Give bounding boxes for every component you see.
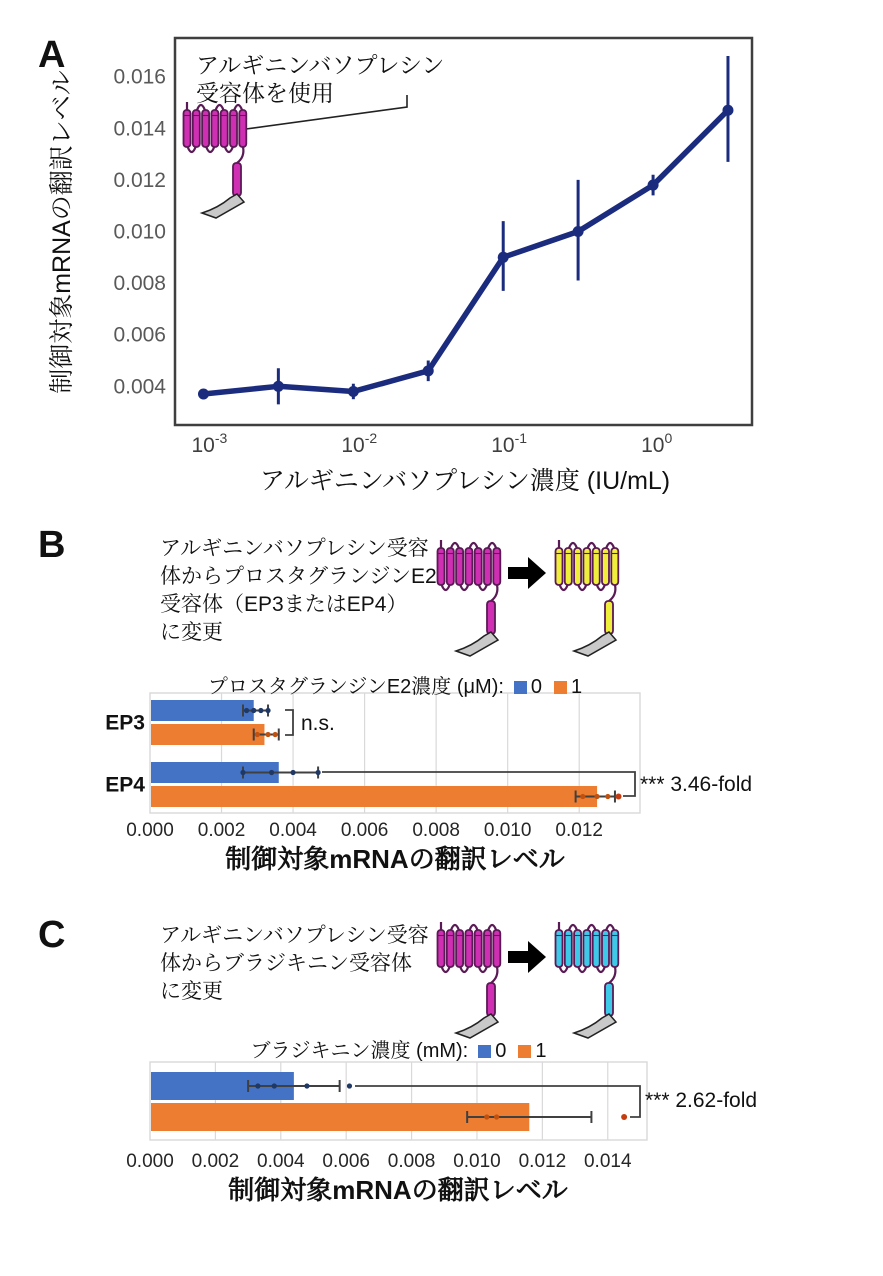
svg-text:0.008: 0.008 — [113, 272, 166, 296]
svg-text:0.010: 0.010 — [113, 220, 166, 244]
svg-text:0.012: 0.012 — [555, 820, 603, 841]
panel-c-header-line: アルギニンバソプレシン受容 — [160, 924, 429, 947]
svg-text:0.008: 0.008 — [412, 820, 460, 841]
receptor-icon-prostaglandin — [556, 540, 619, 656]
panel-c-letter: C — [38, 914, 66, 956]
panel-a-xaxis-label: アルギニンバソプレシン濃度 (IU/mL) — [259, 467, 671, 495]
panel-b-header — [160, 535, 437, 647]
svg-text:0.006: 0.006 — [322, 1151, 370, 1172]
svg-text:0.006: 0.006 — [340, 820, 389, 841]
svg-text:EP3: EP3 — [105, 711, 145, 735]
panel-b-ns-label: n.s. — [301, 712, 335, 735]
panel-b-header-line: に変更 — [160, 621, 223, 644]
legend-c — [150, 1034, 647, 1063]
panel-b-letter: B — [38, 524, 66, 566]
legend-c-title: ブラジキニン濃度 (mM): — [250, 1040, 469, 1062]
svg-text:0.012: 0.012 — [113, 168, 166, 192]
panel-b-header-line: 受容体（EP3またはEP4） — [160, 593, 408, 616]
arrow-right-icon — [508, 557, 546, 589]
panel-b-header-line: 体からプロスタグランジンE2 — [160, 565, 437, 588]
panel-a-yaxis-label: 制御対象mRNAの翻訳レベル — [48, 70, 76, 394]
legend-swatch-blue — [478, 1045, 491, 1058]
receptor-icon-bradykinin — [556, 922, 619, 1038]
panel-c-header — [160, 922, 429, 1006]
svg-text:0.004: 0.004 — [257, 1151, 305, 1172]
panel-a-letter: A — [38, 34, 66, 76]
panel-a-annotation-line2: 受容体を使用 — [196, 80, 334, 106]
svg-text:0.002: 0.002 — [191, 1151, 240, 1172]
svg-text:0.012: 0.012 — [518, 1151, 567, 1172]
panel-a-annotation-line1: アルギニンバソプレシン — [196, 52, 445, 78]
svg-text:10-2: $10^{-2}$ — [341, 430, 378, 457]
legend-c-item-1: 1 — [535, 1040, 547, 1062]
svg-text:0.010: 0.010 — [453, 1151, 501, 1172]
svg-text:0.006: 0.006 — [113, 323, 166, 347]
svg-text:0.014: 0.014 — [113, 117, 166, 141]
legend-c-item-0: 0 — [495, 1040, 507, 1062]
svg-text:100: $10^0$ — [641, 430, 673, 457]
svg-text:0.000: 0.000 — [126, 1151, 174, 1172]
legend-swatch-orange — [554, 681, 567, 694]
svg-text:0.002: 0.002 — [197, 820, 246, 841]
panel-c-xaxis-label: 制御対象mRNAの翻訳レベル — [228, 1175, 568, 1205]
arrow-right-icon — [508, 941, 546, 973]
legend-b — [150, 670, 640, 699]
panel-a-chart — [48, 38, 752, 495]
svg-text:0.016: 0.016 — [113, 65, 166, 89]
panel-b-xaxis-label: 制御対象mRNAの翻訳レベル — [225, 844, 565, 874]
panel-b-header-line: アルギニンバソプレシン受容 — [160, 537, 429, 560]
svg-text:0.008: 0.008 — [387, 1151, 436, 1172]
svg-text:0.010: 0.010 — [483, 820, 532, 841]
legend-b-title: プロスタグランジンE2濃度 (μM): — [207, 676, 504, 698]
panel-b-fold-label: *** 3.46-fold — [640, 773, 753, 796]
svg-text:10-1: $10^{-1}$ — [491, 430, 528, 457]
svg-text:0.004: 0.004 — [113, 375, 166, 399]
legend-swatch-blue — [514, 681, 527, 694]
receptor-icon-vasopressin-b — [438, 540, 501, 656]
panel-c-header-line: に変更 — [160, 980, 223, 1003]
svg-text:0.014: 0.014 — [583, 1151, 632, 1172]
receptor-icon-vasopressin-c — [438, 922, 501, 1038]
legend-b-item-1: 1 — [571, 676, 583, 698]
svg-text:EP4: EP4 — [105, 773, 145, 797]
panel-c-header-line: 体からブラジキニン受容体 — [160, 952, 412, 975]
panel-c-fold-label: *** 2.62-fold — [645, 1089, 758, 1112]
receptor-icon-vasopressin — [184, 102, 247, 218]
svg-text:0.000: 0.000 — [126, 820, 174, 841]
ns-bracket — [285, 710, 293, 735]
legend-swatch-orange — [518, 1045, 531, 1058]
svg-text:10-3: $10^{-3}$ — [191, 430, 228, 457]
svg-text:0.004: 0.004 — [269, 820, 317, 841]
legend-b-item-0: 0 — [530, 676, 543, 698]
